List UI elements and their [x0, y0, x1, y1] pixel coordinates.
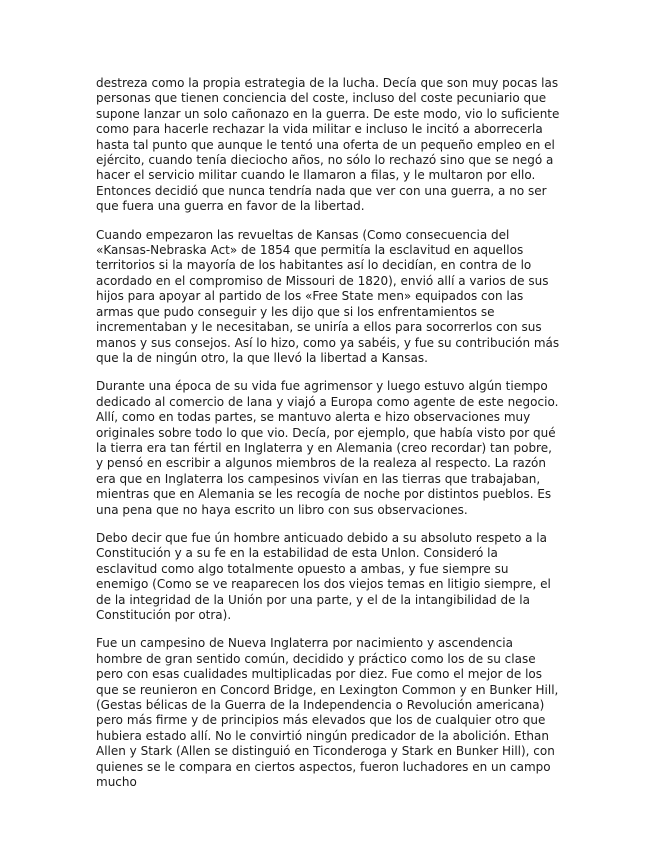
paragraph-5: Fue un campesino de Nueva Inglaterra por nacimiento y ascendencia hombre de gran sentido común, decidido y práctico como los de su clase pero con esas cualidades multiplicadas por diez. Fue como el mejor de los que se reunieron en Concord Bridge, en Lexington Common y en Bunker Hill, (Gestas bélicas de la Guerra de la Independencia o Revolución americana) pero más firme y de principios más elevados que los de cualquier otro que hubiera estado allí. No le convirtió ningún predicador de la abolición. Ethan Allen y Stark (Allen se distinguió en Ticonderoga y Stark en Bunker Hill), con quienes se le compara en ciertos aspectos, fueron luchadores en un campo mucho [96, 636, 559, 790]
document-page [96, 76, 560, 803]
paragraph-1: destreza como la propia estrategia de la lucha. Decía que son muy pocas las personas que tienen conciencia del coste, incluso del coste pecuniario que supone lanzar un solo cañonazo en la guerra. De este modo, vio lo suficiente como para hacerle rechazar la vida militar e incluso le incitó a aborrecerla hasta tal punto que aunque le tentó una oferta de un pequeño empleo en el ejército, cuando tenía dieciocho años, no sólo lo rechazó sino que se negó a hacer el servicio militar cuando le llamaron a filas, y le multaron por ello. Entonces decidió que nunca tendría nada que ver con una guerra, a no ser que fuera una guerra en favor de la libertad. [96, 76, 560, 214]
paragraph-2: Cuando empezaron las revueltas de Kansas (Como consecuencia del «Kansas-Nebraska Act» de 1854 que permitía la esclavitud en aquellos territorios si la mayoría de los habitantes así lo decidían, en contra de lo acordado en el compromiso de Missouri de 1820), envió allí a varios de sus hijos para apoyar al partido de los «Free State men» equipados con las armas que pudo conseguir y les dijo que si los enfrentamientos se incrementaban y le necesitaban, se uniría a ellos para socorrerlos con sus manos y sus consejos. Así lo hizo, como ya sabéis, y fue su contribución más que la de ningún otro, la que llevó la libertad a Kansas. [96, 227, 560, 365]
paragraph-3: Durante una época de su vida fue agrimensor y luego estuvo algún tiempo dedicado al comercio de lana y viajó a Europa como agente de este negocio. Allí, como en todas partes, se mantuvo alerta e hizo observaciones muy originales sobre todo lo que vio. Decía, por ejemplo, que había visto por qué la tierra era tan fértil en Inglaterra y en Alemania (creo recordar) tan pobre, y pensó en escribir a algunos miembros de la realeza al respecto. La razón era que en Inglaterra los campesinos vivían en las tierras que trabajaban, mientras que en Alemania se les recogía de noche por distintos pueblos. Es una pena que no haya escrito un libro con sus observaciones. [96, 379, 559, 517]
paragraph-4: Debo decir que fue ún hombre anticuado debido a su absoluto respeto a la Constitución y a su fe en la estabilidad de esta Unlon. Consideró la esclavitud como algo totalmente opuesto a ambas, y fue siempre su enemigo (Como se ve reaparecen los dos viejos temas en litigio siempre, el de la integridad de la Unión por una parte, y el de la intangibilidad de la Constitución por otra). [96, 530, 551, 622]
